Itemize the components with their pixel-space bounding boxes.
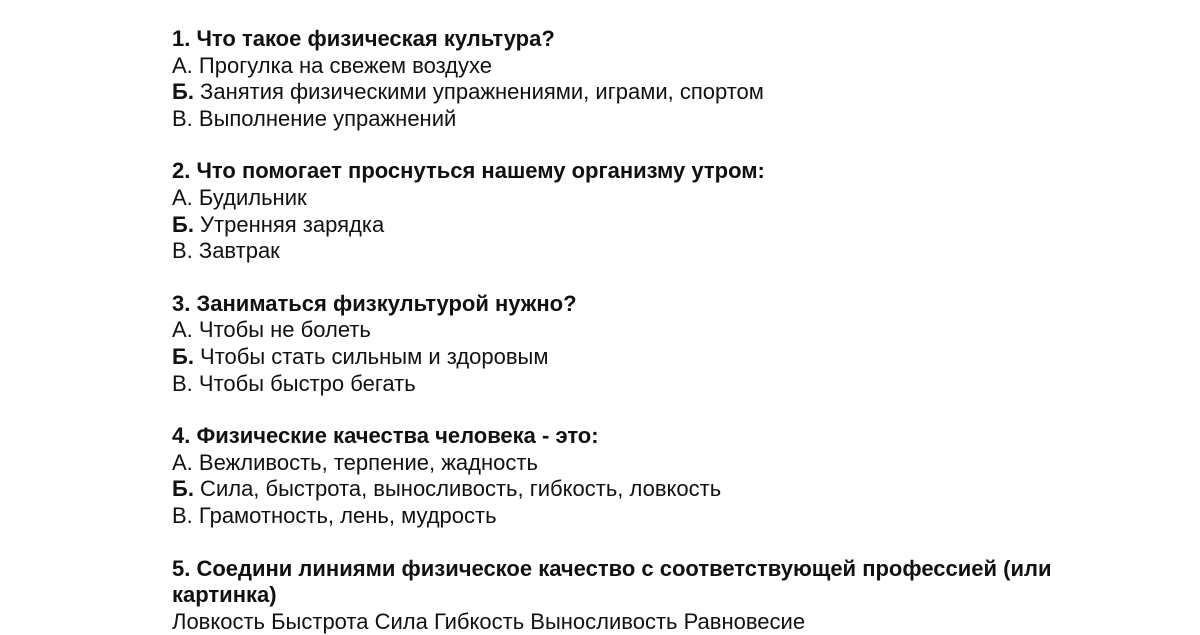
answer-letter: В. [172,106,193,131]
answer-text: Грамотность, лень, мудрость [193,503,497,528]
answer-letter: Б. [172,344,194,369]
answer-text: Выполнение упражнений [193,106,456,131]
answer-letter: А. [172,450,193,475]
question-block-4 [172,423,1112,529]
answer-letter: Б. [172,476,194,501]
answer-text: Будильник [193,185,307,210]
question-block-3 [172,291,1112,397]
answer-letter: А. [172,53,193,78]
question-title: 3. Заниматься физкультурой нужно? [172,291,1112,318]
answer-letter: А. [172,185,193,210]
answer-letter: В. [172,371,193,396]
qualities-line: Ловкость Быстрота Сила Гибкость Выносливость Равновесие [172,609,1112,635]
answer-option [172,503,1112,530]
questions-list [172,26,1112,530]
answer-letter: В. [172,503,193,528]
answer-option [172,344,1112,371]
answer-option [172,450,1112,477]
answer-text: Занятия физическими упражнениями, играми, спортом [194,79,764,104]
document-page [172,26,1112,635]
question-block-5 [172,556,1112,635]
answer-letter: А. [172,317,193,342]
question-title: 5. Соедини линиями физическое качество с соответствующей профессией (или картинка) [172,556,1112,609]
answer-text: Чтобы не болеть [193,317,371,342]
answer-option [172,185,1112,212]
answer-option [172,317,1112,344]
answer-option [172,53,1112,80]
question-title: 1. Что такое физическая культура? [172,26,1112,53]
answer-letter: Б. [172,212,194,237]
answer-text: Прогулка на свежем воздухе [193,53,492,78]
answer-option [172,371,1112,398]
answer-option [172,79,1112,106]
question-block-2 [172,158,1112,264]
question-title: 2. Что помогает проснуться нашему организму утром: [172,158,1112,185]
answer-text: Чтобы стать сильным и здоровым [194,344,549,369]
answer-option [172,238,1112,265]
answer-text: Завтрак [193,238,280,263]
answer-letter: В. [172,238,193,263]
answer-text: Сила, быстрота, выносливость, гибкость, ловкость [194,476,721,501]
answer-text: Утренняя зарядка [194,212,384,237]
answer-text: Вежливость, терпение, жадность [193,450,538,475]
answer-letter: Б. [172,79,194,104]
question-title: 4. Физические качества человека - это: [172,423,1112,450]
answer-text: Чтобы быстро бегать [193,371,416,396]
question-block-1 [172,26,1112,132]
answer-option [172,476,1112,503]
answer-option [172,106,1112,133]
answer-option [172,212,1112,239]
